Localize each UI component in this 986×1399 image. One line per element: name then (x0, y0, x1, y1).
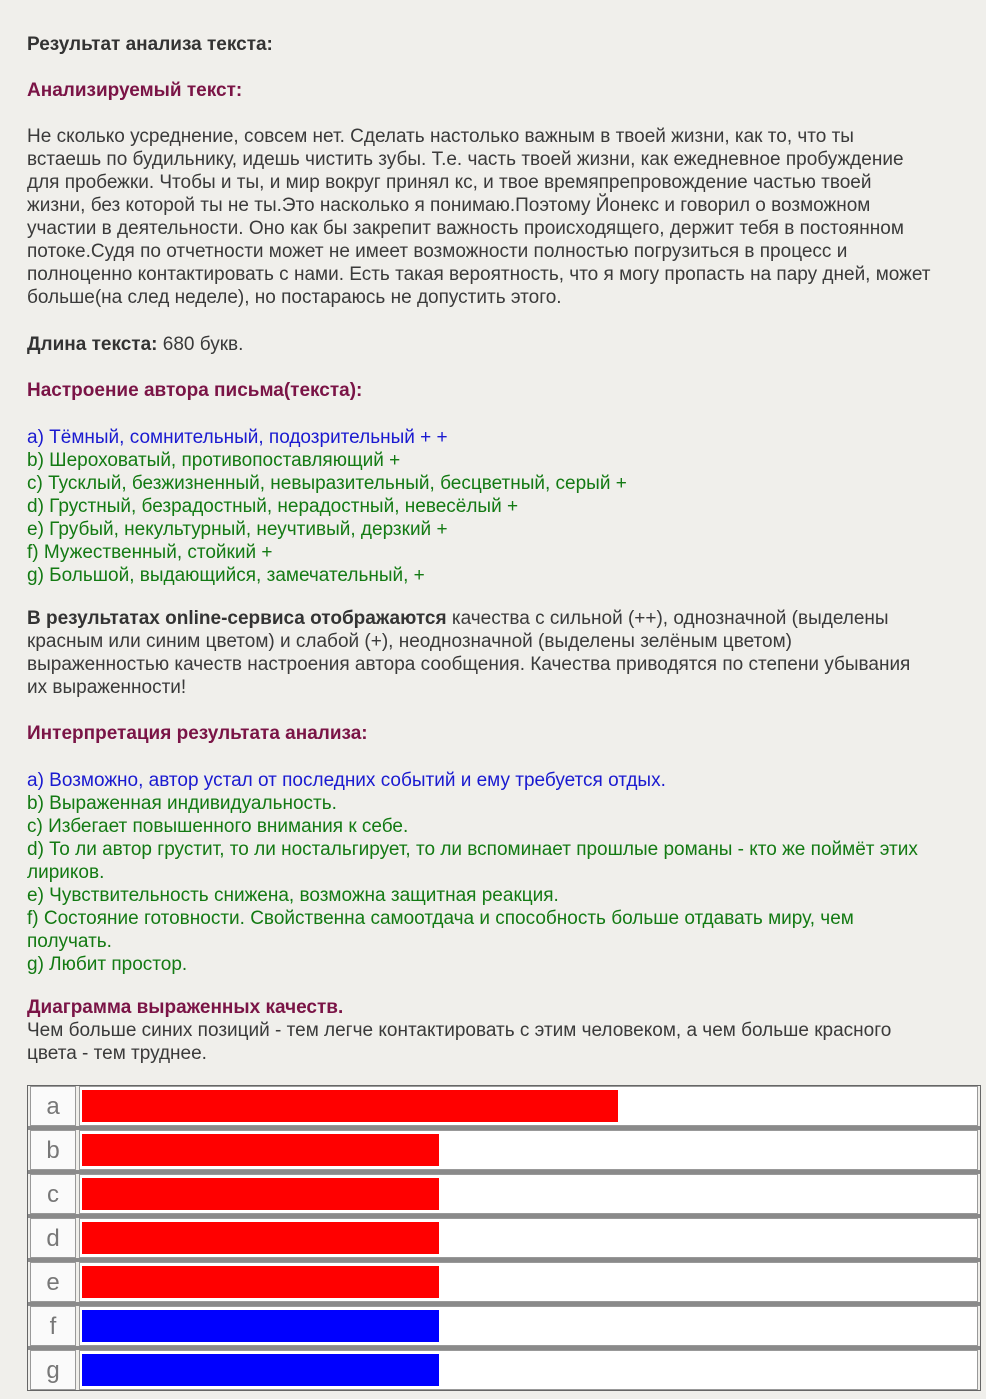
results-note-line: качества с сильной (++), однозначной (выделены (446, 608, 889, 629)
analyzed-text-line: полноценно контактировать с нами. Есть такая вероятность, что я могу пропасть на пару дней, может (27, 264, 931, 285)
analyzed-text-line: встаешь по будильнику, идешь чистить зубы. Т.е. часть твоей жизни, как ежедневное пробуждение (27, 149, 904, 170)
interpretation-line: b) Выраженная индивидуальность. (27, 793, 337, 814)
chart-bar-track (79, 1262, 978, 1302)
interpretation-heading: Интерпретация результата анализа: (27, 723, 368, 744)
chart-bar-g (82, 1354, 439, 1386)
mood-heading: Настроение автора письма(текста): (27, 380, 363, 401)
mood-item: f) Мужественный, стойкий + (27, 542, 273, 563)
chart-bar-track (79, 1350, 978, 1390)
chart-bar-track (79, 1130, 978, 1170)
chart-bar-c (82, 1178, 439, 1210)
analyzed-text-line: больше(на след неделе), но постараюсь не допустить этого. (27, 287, 562, 308)
analyzed-text (27, 125, 974, 309)
chart-row-e (28, 1262, 980, 1306)
text-length-label: Длина текста: (27, 334, 158, 355)
mood-item: g) Большой, выдающийся, замечательный, + (27, 565, 425, 586)
chart-row-g (28, 1350, 980, 1390)
mood-item: d) Грустный, безрадостный, нерадостный, невесёлый + (27, 496, 519, 517)
results-note-line: их выраженности! (27, 677, 187, 698)
diagram-description-line: цвета - тем труднее. (27, 1043, 207, 1064)
chart-row-a (28, 1086, 980, 1130)
chart-category-label: a (30, 1086, 76, 1126)
chart-bar-track (79, 1086, 978, 1126)
chart-bar-a (82, 1090, 618, 1122)
chart-row-d (28, 1218, 980, 1262)
chart-category-label: d (30, 1218, 76, 1258)
analyzed-text-line: участии в деятельности. Оно как бы закрепит важность происходящего, держит тебя в постоянном (27, 218, 904, 239)
chart-category-label: e (30, 1262, 76, 1302)
chart-category-label: g (30, 1350, 76, 1390)
chart-bar-track (79, 1174, 978, 1214)
chart-bar-track (79, 1218, 978, 1258)
chart-row-c (28, 1174, 980, 1218)
interpretation-line: e) Чувствительность снижена, возможна защитная реакция. (27, 885, 559, 906)
interpretation-line: g) Любит простор. (27, 954, 188, 975)
interpretation-line: c) Избегает повышенного внимания к себе. (27, 816, 409, 837)
results-note-line: выраженностью качеств настроения автора сообщения. Качества приводятся по степени убывания (27, 654, 911, 675)
interpretation-line: f) Состояние готовности. Свойственна самоотдача и способность больше отдавать миру, чем (27, 908, 854, 929)
chart-category-label: c (30, 1174, 76, 1214)
chart-category-label: b (30, 1130, 76, 1170)
chart-bar-track (79, 1306, 978, 1346)
qualities-bar-chart (27, 1085, 981, 1391)
chart-category-label: f (30, 1306, 76, 1346)
chart-row-b (28, 1130, 980, 1174)
diagram-heading: Диаграмма выраженных качеств. (27, 997, 344, 1018)
chart-bar-d (82, 1222, 439, 1254)
interpretation-line: d) То ли автор грустит, то ли ностальгирует, то ли вспоминает прошлые романы - кто же поймёт этих (27, 839, 918, 860)
mood-item: e) Грубый, некультурный, неучтивый, дерзкий + (27, 519, 448, 540)
results-note-bold: В результатах online-сервиса отображаются (27, 608, 447, 629)
diagram-description (27, 1019, 974, 1065)
mood-item: c) Тусклый, безжизненный, невыразительный, бесцветный, серый + (27, 473, 627, 494)
analyzed-text-line: потоке.Судя по отчетности может не имеет возможности полностью погрузиться в процесс и (27, 241, 848, 262)
analyzed-text-heading: Анализируемый текст: (27, 80, 243, 101)
interpretation-line: a) Возможно, автор устал от последних событий и ему требуется отдых. (27, 770, 666, 791)
mood-item: a) Тёмный, сомнительный, подозрительный + + (27, 427, 448, 448)
analyzed-text-line: Не сколько усреднение, совсем нет. Сделать настолько важным в твоей жизни, как то, что ты (27, 126, 854, 147)
text-length (27, 333, 974, 356)
page-title: Результат анализа текста: (27, 34, 273, 55)
chart-bar-b (82, 1134, 439, 1166)
interpretation-line: лириков. (27, 862, 105, 883)
mood-item: b) Шероховатый, противопоставляющий + (27, 450, 401, 471)
mood-list (27, 426, 974, 587)
analyzed-text-line: для пробежки. Чтобы и ты, и мир вокруг принял кс, и твое времяпрепровождение частью твоей (27, 172, 872, 193)
text-length-value: 680 букв. (157, 334, 244, 355)
chart-row-f (28, 1306, 980, 1350)
results-note-line: красным или синим цветом) и слабой (+), неоднозначной (выделены зелёным цветом) (27, 631, 792, 652)
analyzed-text-line: жизни, без которой ты не ты.Это насколько я понимаю.Поэтому Йонекс и говорил о возможном (27, 195, 871, 216)
diagram-description-line: Чем больше синих позиций - тем легче контактировать с этим человеком, а чем больше красного (27, 1020, 892, 1041)
interpretation-line: получать. (27, 931, 112, 952)
chart-bar-f (82, 1310, 439, 1342)
chart-bar-e (82, 1266, 439, 1298)
interpretation-list (27, 769, 974, 976)
results-note (27, 607, 974, 699)
